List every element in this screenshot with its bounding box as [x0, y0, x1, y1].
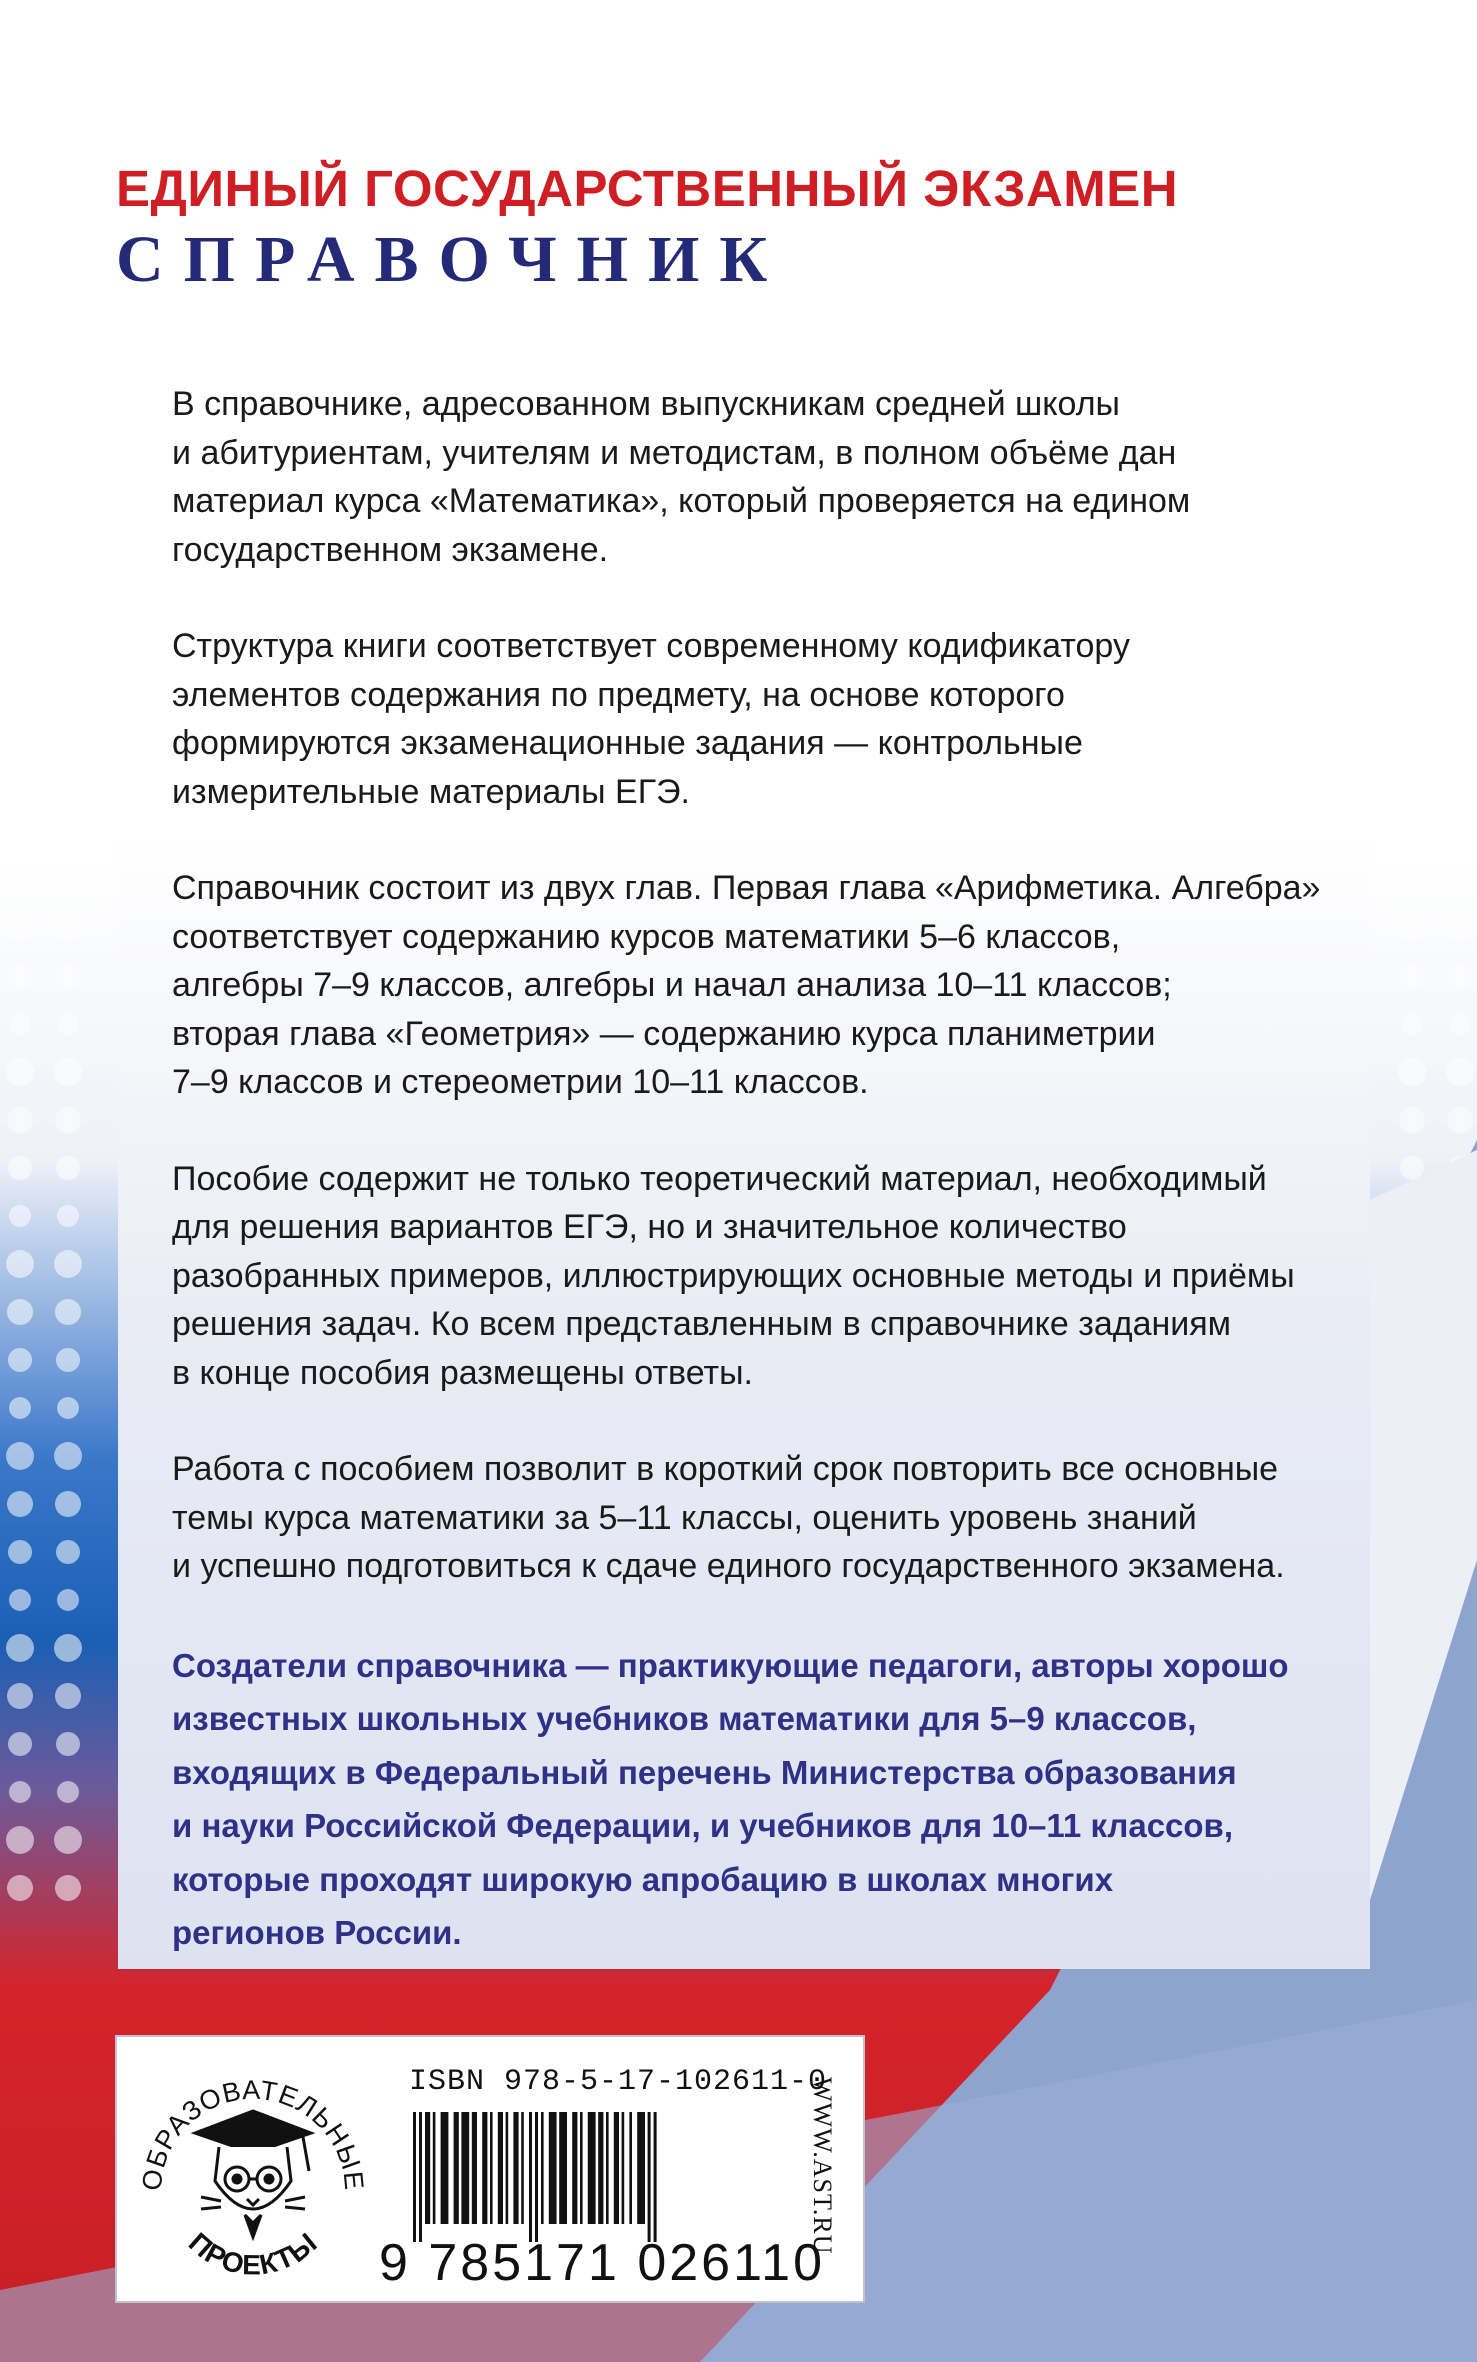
text-line: формируются экзаменационные задания — контрольные	[172, 724, 1083, 762]
barcode-bar	[521, 2112, 524, 2224]
barcode-bar	[498, 2112, 503, 2224]
dot	[8, 1156, 32, 1180]
dot	[55, 1875, 81, 1901]
dot	[9, 1781, 31, 1803]
text-line: материал курса «Математика», который проверяется на едином	[172, 482, 1191, 520]
website-url: WWW.AST.RU	[808, 2077, 837, 2255]
dot	[6, 1250, 34, 1278]
dot	[1447, 1107, 1473, 1133]
dot	[1400, 964, 1424, 988]
barcode	[411, 2112, 773, 2242]
barcode-bar	[637, 2112, 645, 2224]
dot	[54, 1058, 82, 1086]
text-line: Создатели справочника — практикующие педагоги, авторы хорошо	[172, 1646, 1289, 1684]
dot	[6, 1826, 34, 1854]
paragraph-3	[172, 864, 1372, 1107]
text-line: и абитуриентам, учителям и методистам, в полном объёме дан	[172, 433, 1177, 472]
text-line: регионов России.	[172, 1914, 462, 1951]
barcode-bar	[541, 2112, 544, 2224]
dot	[56, 1348, 80, 1372]
logo-bottom-text: ПРОЕКТЫ	[182, 2226, 324, 2281]
dot	[1449, 1013, 1471, 1035]
dot	[8, 1732, 32, 1756]
barcode-bar	[433, 2112, 436, 2224]
barcode-bar	[482, 2112, 487, 2224]
barcode-bar	[425, 2112, 430, 2224]
dot	[1398, 1058, 1426, 1086]
barcode-bar	[549, 2112, 557, 2224]
text-line: соответствует содержанию курсов математики 5–6 классов,	[172, 917, 1121, 956]
barcode-bar	[622, 2112, 625, 2224]
text-line: разобранных примеров, иллюстрирующих основные методы и приёмы	[172, 1256, 1295, 1295]
barcode-bar	[614, 2112, 619, 2224]
text-line: для решения вариантов ЕГЭ, но и значительное количество	[172, 1208, 1127, 1246]
dot	[8, 1348, 32, 1372]
text-line: измерительные материалы ЕГЭ.	[172, 772, 691, 811]
barcode-bar	[572, 2112, 577, 2224]
barcode-bar	[490, 2112, 493, 2224]
dot	[57, 1013, 79, 1035]
dot	[6, 866, 34, 894]
dot	[8, 964, 32, 988]
barcode-bar	[654, 2112, 657, 2242]
dot	[7, 1875, 33, 1901]
dot	[56, 1156, 80, 1180]
dot	[8, 1540, 32, 1564]
barcode-bar	[454, 2112, 459, 2224]
barcode-bar	[535, 2112, 538, 2242]
text-line: вторая глава «Геометрия» — содержанию курса планиметрии	[172, 1014, 1156, 1053]
barcode-bar	[580, 2112, 583, 2224]
dot	[1399, 1107, 1425, 1133]
text-line: решения задач. Ко всем представленным в справочнике заданиям	[172, 1305, 1232, 1343]
text-line: Справочник состоит из двух глав. Первая глава «Арифметика. Алгебра»	[172, 869, 1321, 907]
dot	[1399, 915, 1425, 941]
barcode-bar	[506, 2112, 509, 2224]
dot	[7, 1683, 33, 1709]
publisher-logo	[123, 2041, 383, 2299]
dot	[55, 1491, 81, 1517]
text-line: которые проходят широкую апробацию в школах многих	[172, 1860, 1114, 1898]
dot	[57, 1397, 79, 1419]
dot	[57, 1589, 79, 1611]
paragraph-5	[172, 1445, 1372, 1591]
dot	[57, 1781, 79, 1803]
paragraph-1	[172, 380, 1372, 574]
isbn-label: ISBN 978-5-17-102611-0	[409, 2065, 828, 2099]
dot	[9, 1013, 31, 1035]
dot	[1446, 1058, 1474, 1086]
dot	[1447, 915, 1473, 941]
text-line: государственном экзамене.	[172, 530, 609, 569]
dot	[56, 1732, 80, 1756]
dot	[54, 1826, 82, 1854]
barcode-bar	[472, 2112, 477, 2224]
dot	[1400, 1156, 1424, 1180]
dot	[9, 1397, 31, 1419]
dot	[54, 1250, 82, 1278]
text-line: элементов содержания по предмету, на основе которого	[172, 675, 1065, 714]
exam-title: ЕДИНЫЙ ГОСУДАРСТВЕННЫЙ ЭКЗАМЕН	[116, 160, 1179, 217]
text-line: известных школьных учебников математики для 5–9 классов,	[172, 1700, 1197, 1737]
graduate-cat-icon	[195, 2111, 311, 2237]
barcode-bar	[629, 2112, 632, 2224]
text-line: Пособие содержит не только теоретический материал, необходимый	[172, 1159, 1267, 1198]
dot	[55, 1107, 81, 1133]
barcode-bar	[461, 2112, 469, 2224]
barcode-bar	[648, 2112, 651, 2242]
dot	[54, 1442, 82, 1470]
authors-paragraph	[172, 1639, 1372, 1960]
dot	[6, 1634, 34, 1662]
dot	[1448, 964, 1472, 988]
barcode-bar	[598, 2112, 603, 2224]
dot	[55, 915, 81, 941]
dot	[56, 1540, 80, 1564]
dot	[1446, 866, 1474, 894]
dot	[7, 1107, 33, 1133]
paragraph-4	[172, 1155, 1372, 1398]
text-line: алгебры 7–9 классов, алгебры и начал анализа 10–11 классов;	[172, 966, 1172, 1004]
text-line: и науки Российской Федерации, и учебников для 10–11 классов,	[172, 1807, 1234, 1844]
barcode-bar	[529, 2112, 532, 2242]
dot	[55, 1683, 81, 1709]
dot	[9, 1589, 31, 1611]
text-line: 7–9 классов и стереометрии 10–11 классов.	[172, 1063, 869, 1101]
text-line: входящих в Федеральный перечень Министерства образования	[172, 1753, 1237, 1791]
dot	[54, 866, 82, 894]
text-line: Структура книги соответствует современному кодификатору	[172, 627, 1130, 665]
text-line: в конце пособия размещены ответы.	[172, 1353, 753, 1392]
dot	[56, 964, 80, 988]
barcode-bar	[606, 2112, 609, 2224]
barcode-bar	[559, 2112, 567, 2224]
text-line: и успешно подготовиться к сдаче единого государственного экзамена.	[172, 1547, 1285, 1585]
header	[116, 158, 1416, 300]
isbn-box	[115, 2035, 865, 2303]
book-type-title: СПРАВОЧНИК	[116, 223, 788, 296]
dot	[1401, 1013, 1423, 1035]
dot	[54, 1634, 82, 1662]
dot	[55, 1299, 81, 1325]
barcode-bar	[588, 2112, 596, 2224]
text-line: Работа с пособием позволит в короткий срок повторить все основные	[172, 1450, 1279, 1488]
description	[172, 380, 1372, 2008]
barcode-bar	[413, 2112, 416, 2242]
barcode-bar	[419, 2112, 422, 2242]
dot	[1398, 866, 1426, 894]
dot	[7, 1491, 33, 1517]
barcode-bar	[513, 2112, 518, 2224]
text-line: В справочнике, адресованном выпускникам средней школы	[172, 385, 1120, 423]
barcode-bar	[441, 2112, 449, 2224]
dot	[57, 1205, 79, 1227]
paragraph-2	[172, 622, 1372, 816]
dot	[6, 1442, 34, 1470]
logo-top-text: ОБРАЗОВАТЕЛЬНЫЕ	[136, 2074, 370, 2193]
dot	[7, 915, 33, 941]
barcode-number: 9 785171 026110	[379, 2234, 825, 2292]
dot	[6, 1058, 34, 1086]
dot	[7, 1299, 33, 1325]
text-line: темы курса математики за 5–11 классы, оценить уровень знаний	[172, 1498, 1197, 1537]
dot	[9, 1205, 31, 1227]
